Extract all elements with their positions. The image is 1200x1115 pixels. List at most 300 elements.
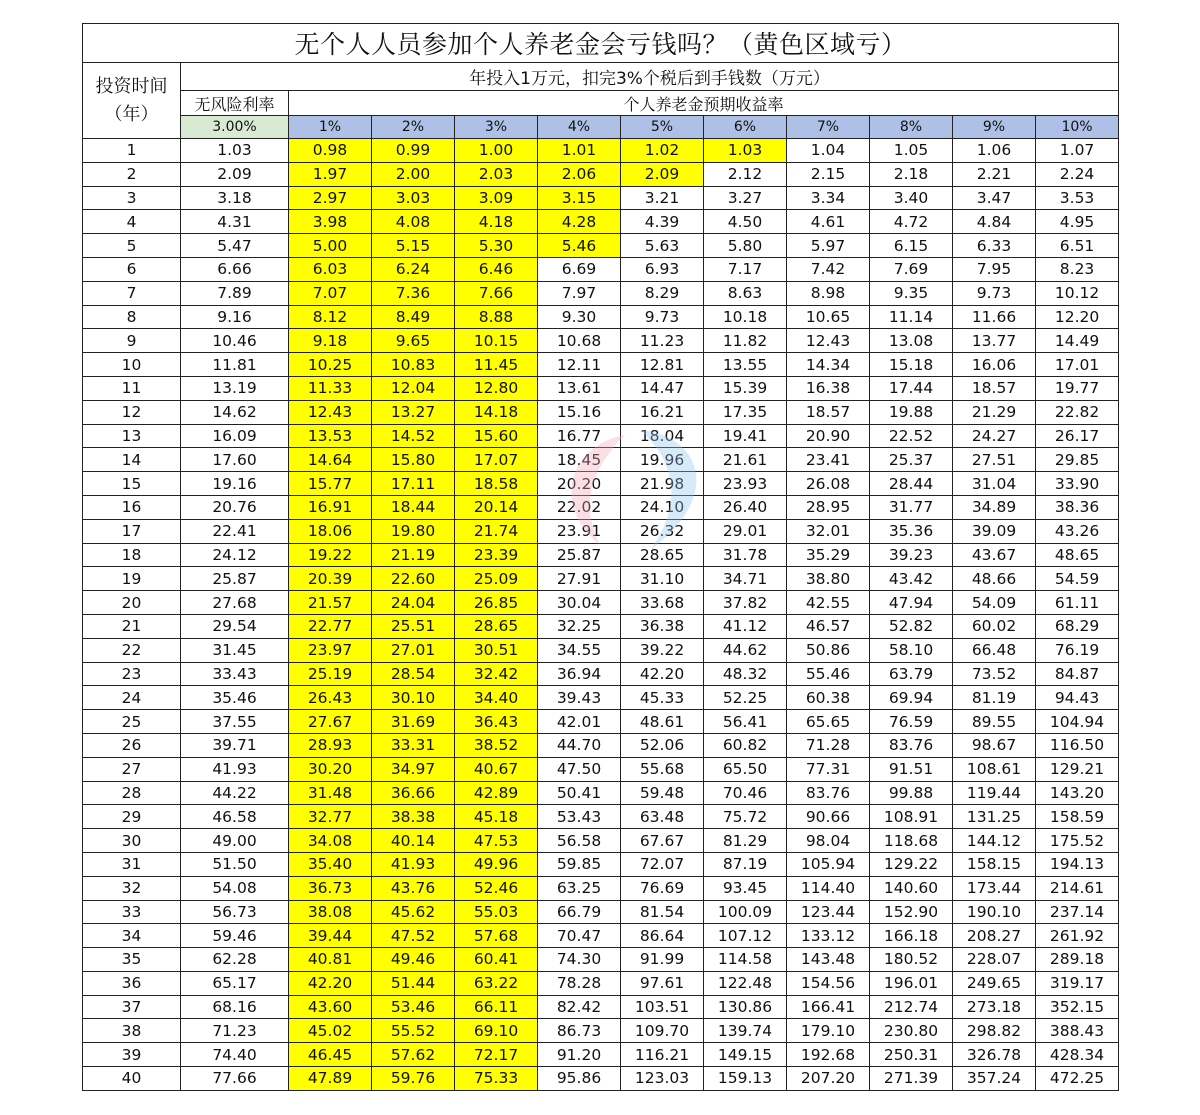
value-cell: 83.76 xyxy=(787,781,870,805)
risk-free-cell: 13.19 xyxy=(181,376,289,400)
loss-value-cell: 22.60 xyxy=(372,567,455,591)
value-cell: 72.07 xyxy=(621,852,704,876)
value-cell: 55.68 xyxy=(621,757,704,781)
value-cell: 66.48 xyxy=(953,638,1036,662)
value-cell: 68.29 xyxy=(1036,614,1119,638)
risk-free-cell: 2.09 xyxy=(181,162,289,186)
value-cell: 109.70 xyxy=(621,1019,704,1043)
loss-value-cell: 2.06 xyxy=(538,162,621,186)
value-cell: 28.44 xyxy=(870,472,953,496)
table-row xyxy=(83,353,1119,377)
value-cell: 23.93 xyxy=(704,472,787,496)
value-cell: 3.40 xyxy=(870,186,953,210)
value-cell: 119.44 xyxy=(953,781,1036,805)
rate-header-4: 4% xyxy=(538,116,621,139)
loss-value-cell: 31.69 xyxy=(372,710,455,734)
loss-value-cell: 2.00 xyxy=(372,162,455,186)
value-cell: 15.16 xyxy=(538,400,621,424)
table-row xyxy=(83,900,1119,924)
year-cell: 27 xyxy=(83,757,181,781)
value-cell: 50.41 xyxy=(538,781,621,805)
value-cell: 16.06 xyxy=(953,353,1036,377)
loss-value-cell: 6.46 xyxy=(455,257,538,281)
value-cell: 99.88 xyxy=(870,781,953,805)
value-cell: 65.50 xyxy=(704,757,787,781)
value-cell: 6.93 xyxy=(621,257,704,281)
risk-free-cell: 3.18 xyxy=(181,186,289,210)
value-cell: 60.38 xyxy=(787,686,870,710)
value-cell: 52.82 xyxy=(870,614,953,638)
risk-free-rate-label: 无风险利率 xyxy=(181,91,289,116)
table-row xyxy=(83,614,1119,638)
year-cell: 16 xyxy=(83,495,181,519)
risk-free-rate-value: 3.00% xyxy=(181,116,289,139)
year-cell: 12 xyxy=(83,400,181,424)
value-cell: 43.42 xyxy=(870,567,953,591)
value-cell: 196.01 xyxy=(870,971,953,995)
value-cell: 39.22 xyxy=(621,638,704,662)
risk-free-cell: 49.00 xyxy=(181,829,289,853)
value-cell: 42.55 xyxy=(787,591,870,615)
loss-value-cell: 47.89 xyxy=(289,1067,372,1091)
value-cell: 63.79 xyxy=(870,662,953,686)
value-cell: 34.89 xyxy=(953,495,1036,519)
value-cell: 38.36 xyxy=(1036,495,1119,519)
value-cell: 10.12 xyxy=(1036,281,1119,305)
value-cell: 93.45 xyxy=(704,876,787,900)
value-cell: 190.10 xyxy=(953,900,1036,924)
value-cell: 73.52 xyxy=(953,662,1036,686)
value-cell: 17.35 xyxy=(704,400,787,424)
value-cell: 6.69 xyxy=(538,257,621,281)
value-cell: 12.20 xyxy=(1036,305,1119,329)
value-cell: 71.28 xyxy=(787,733,870,757)
value-cell: 1.04 xyxy=(787,139,870,163)
loss-value-cell: 41.93 xyxy=(372,852,455,876)
loss-value-cell: 3.98 xyxy=(289,210,372,234)
year-cell: 36 xyxy=(83,971,181,995)
loss-value-cell: 1.03 xyxy=(704,139,787,163)
value-cell: 22.52 xyxy=(870,424,953,448)
value-cell: 2.21 xyxy=(953,162,1036,186)
value-cell: 24.27 xyxy=(953,424,1036,448)
loss-value-cell: 27.67 xyxy=(289,710,372,734)
value-cell: 273.18 xyxy=(953,995,1036,1019)
value-cell: 123.03 xyxy=(621,1067,704,1091)
value-cell: 149.15 xyxy=(704,1043,787,1067)
risk-free-cell: 6.66 xyxy=(181,257,289,281)
loss-value-cell: 1.00 xyxy=(455,139,538,163)
loss-value-cell: 35.40 xyxy=(289,852,372,876)
rate-header-8: 8% xyxy=(870,116,953,139)
value-cell: 131.25 xyxy=(953,805,1036,829)
loss-value-cell: 47.53 xyxy=(455,829,538,853)
value-cell: 76.59 xyxy=(870,710,953,734)
value-cell: 104.94 xyxy=(1036,710,1119,734)
risk-free-cell: 11.81 xyxy=(181,353,289,377)
year-cell: 24 xyxy=(83,686,181,710)
loss-value-cell: 12.04 xyxy=(372,376,455,400)
loss-value-cell: 14.18 xyxy=(455,400,538,424)
year-cell: 39 xyxy=(83,1043,181,1067)
value-cell: 8.63 xyxy=(704,281,787,305)
loss-value-cell: 25.51 xyxy=(372,614,455,638)
table-row xyxy=(83,186,1119,210)
rate-header-1: 1% xyxy=(289,116,372,139)
value-cell: 65.65 xyxy=(787,710,870,734)
value-cell: 228.07 xyxy=(953,948,1036,972)
value-cell: 74.30 xyxy=(538,948,621,972)
loss-value-cell: 52.46 xyxy=(455,876,538,900)
value-cell: 2.12 xyxy=(704,162,787,186)
value-cell: 34.55 xyxy=(538,638,621,662)
table-body xyxy=(83,139,1119,1091)
value-cell: 16.21 xyxy=(621,400,704,424)
value-cell: 152.90 xyxy=(870,900,953,924)
loss-value-cell: 17.07 xyxy=(455,448,538,472)
value-cell: 180.52 xyxy=(870,948,953,972)
loss-value-cell: 19.22 xyxy=(289,543,372,567)
loss-value-cell: 36.66 xyxy=(372,781,455,805)
value-cell: 81.19 xyxy=(953,686,1036,710)
value-cell: 10.65 xyxy=(787,305,870,329)
loss-value-cell: 18.58 xyxy=(455,472,538,496)
value-cell: 29.85 xyxy=(1036,448,1119,472)
value-cell: 19.77 xyxy=(1036,376,1119,400)
value-cell: 84.87 xyxy=(1036,662,1119,686)
year-cell: 18 xyxy=(83,543,181,567)
risk-free-cell: 22.41 xyxy=(181,519,289,543)
value-cell: 250.31 xyxy=(870,1043,953,1067)
year-cell: 38 xyxy=(83,1019,181,1043)
value-cell: 107.12 xyxy=(704,924,787,948)
loss-value-cell: 75.33 xyxy=(455,1067,538,1091)
loss-value-cell: 0.98 xyxy=(289,139,372,163)
loss-value-cell: 31.48 xyxy=(289,781,372,805)
value-cell: 22.02 xyxy=(538,495,621,519)
loss-value-cell: 40.14 xyxy=(372,829,455,853)
loss-value-cell: 10.83 xyxy=(372,353,455,377)
value-cell: 36.94 xyxy=(538,662,621,686)
loss-value-cell: 13.53 xyxy=(289,424,372,448)
loss-value-cell: 38.52 xyxy=(455,733,538,757)
value-cell: 7.17 xyxy=(704,257,787,281)
value-cell: 61.11 xyxy=(1036,591,1119,615)
rate-header-6: 6% xyxy=(704,116,787,139)
value-cell: 26.32 xyxy=(621,519,704,543)
value-cell: 6.15 xyxy=(870,234,953,258)
value-cell: 12.11 xyxy=(538,353,621,377)
loss-value-cell: 51.44 xyxy=(372,971,455,995)
loss-value-cell: 22.77 xyxy=(289,614,372,638)
loss-value-cell: 17.11 xyxy=(372,472,455,496)
value-cell: 158.15 xyxy=(953,852,1036,876)
table-row xyxy=(83,567,1119,591)
table-row xyxy=(83,1043,1119,1067)
loss-value-cell: 7.66 xyxy=(455,281,538,305)
loss-value-cell: 43.60 xyxy=(289,995,372,1019)
value-cell: 52.06 xyxy=(621,733,704,757)
year-cell: 20 xyxy=(83,591,181,615)
value-cell: 13.55 xyxy=(704,353,787,377)
loss-value-cell: 2.09 xyxy=(621,162,704,186)
loss-value-cell: 46.45 xyxy=(289,1043,372,1067)
value-cell: 25.37 xyxy=(870,448,953,472)
table-row xyxy=(83,376,1119,400)
table-row xyxy=(83,1019,1119,1043)
value-cell: 3.21 xyxy=(621,186,704,210)
year-cell: 32 xyxy=(83,876,181,900)
value-cell: 116.21 xyxy=(621,1043,704,1067)
value-cell: 23.91 xyxy=(538,519,621,543)
value-cell: 14.47 xyxy=(621,376,704,400)
year-cell: 29 xyxy=(83,805,181,829)
value-cell: 15.18 xyxy=(870,353,953,377)
value-cell: 35.36 xyxy=(870,519,953,543)
value-cell: 26.40 xyxy=(704,495,787,519)
loss-value-cell: 42.20 xyxy=(289,971,372,995)
loss-value-cell: 16.91 xyxy=(289,495,372,519)
value-cell: 21.98 xyxy=(621,472,704,496)
loss-value-cell: 1.01 xyxy=(538,139,621,163)
value-cell: 52.25 xyxy=(704,686,787,710)
value-cell: 32.01 xyxy=(787,519,870,543)
value-cell: 428.34 xyxy=(1036,1043,1119,1067)
value-cell: 3.47 xyxy=(953,186,1036,210)
loss-value-cell: 12.80 xyxy=(455,376,538,400)
value-cell: 69.94 xyxy=(870,686,953,710)
rate-header-3: 3% xyxy=(455,116,538,139)
loss-value-cell: 8.12 xyxy=(289,305,372,329)
value-cell: 15.39 xyxy=(704,376,787,400)
loss-value-cell: 72.17 xyxy=(455,1043,538,1067)
value-cell: 48.65 xyxy=(1036,543,1119,567)
value-cell: 36.38 xyxy=(621,614,704,638)
table-row xyxy=(83,424,1119,448)
value-cell: 21.61 xyxy=(704,448,787,472)
value-cell: 24.10 xyxy=(621,495,704,519)
table-row xyxy=(83,781,1119,805)
loss-value-cell: 14.52 xyxy=(372,424,455,448)
value-cell: 1.06 xyxy=(953,139,1036,163)
value-cell: 12.81 xyxy=(621,353,704,377)
value-cell: 67.67 xyxy=(621,829,704,853)
value-cell: 77.31 xyxy=(787,757,870,781)
value-cell: 76.69 xyxy=(621,876,704,900)
value-cell: 154.56 xyxy=(787,971,870,995)
value-cell: 26.08 xyxy=(787,472,870,496)
table-row xyxy=(83,591,1119,615)
loss-value-cell: 32.77 xyxy=(289,805,372,829)
loss-value-cell: 5.15 xyxy=(372,234,455,258)
table-row xyxy=(83,305,1119,329)
loss-value-cell: 5.46 xyxy=(538,234,621,258)
loss-value-cell: 3.15 xyxy=(538,186,621,210)
loss-value-cell: 55.52 xyxy=(372,1019,455,1043)
loss-value-cell: 10.25 xyxy=(289,353,372,377)
value-cell: 18.57 xyxy=(787,400,870,424)
table-row xyxy=(83,924,1119,948)
risk-free-cell: 46.58 xyxy=(181,805,289,829)
value-cell: 59.48 xyxy=(621,781,704,805)
risk-free-cell: 62.28 xyxy=(181,948,289,972)
value-cell: 35.29 xyxy=(787,543,870,567)
loss-value-cell: 49.96 xyxy=(455,852,538,876)
value-cell: 44.62 xyxy=(704,638,787,662)
rate-header-row xyxy=(83,116,1119,139)
loss-value-cell: 23.97 xyxy=(289,638,372,662)
value-cell: 3.27 xyxy=(704,186,787,210)
pension-return-table xyxy=(82,23,1119,1091)
value-cell: 129.22 xyxy=(870,852,953,876)
risk-free-cell: 29.54 xyxy=(181,614,289,638)
risk-free-cell: 39.71 xyxy=(181,733,289,757)
value-cell: 91.20 xyxy=(538,1043,621,1067)
value-cell: 33.68 xyxy=(621,591,704,615)
year-cell: 1 xyxy=(83,139,181,163)
value-cell: 326.78 xyxy=(953,1043,1036,1067)
year-cell: 13 xyxy=(83,424,181,448)
loss-value-cell: 21.57 xyxy=(289,591,372,615)
risk-free-cell: 5.47 xyxy=(181,234,289,258)
risk-free-cell: 74.40 xyxy=(181,1043,289,1067)
loss-value-cell: 11.33 xyxy=(289,376,372,400)
table-row xyxy=(83,234,1119,258)
value-cell: 17.44 xyxy=(870,376,953,400)
table-row xyxy=(83,710,1119,734)
value-cell: 1.05 xyxy=(870,139,953,163)
value-cell: 31.78 xyxy=(704,543,787,567)
loss-value-cell: 15.77 xyxy=(289,472,372,496)
value-cell: 48.32 xyxy=(704,662,787,686)
loss-value-cell: 19.80 xyxy=(372,519,455,543)
value-cell: 114.40 xyxy=(787,876,870,900)
value-cell: 8.98 xyxy=(787,281,870,305)
loss-value-cell: 5.00 xyxy=(289,234,372,258)
value-cell: 3.53 xyxy=(1036,186,1119,210)
value-cell: 38.80 xyxy=(787,567,870,591)
loss-value-cell: 69.10 xyxy=(455,1019,538,1043)
value-cell: 97.61 xyxy=(621,971,704,995)
table-row xyxy=(83,543,1119,567)
value-cell: 159.13 xyxy=(704,1067,787,1091)
value-cell: 9.73 xyxy=(621,305,704,329)
value-cell: 81.29 xyxy=(704,829,787,853)
risk-free-cell: 33.43 xyxy=(181,662,289,686)
value-cell: 58.10 xyxy=(870,638,953,662)
value-cell: 31.04 xyxy=(953,472,1036,496)
value-cell: 78.28 xyxy=(538,971,621,995)
value-cell: 42.01 xyxy=(538,710,621,734)
value-cell: 129.21 xyxy=(1036,757,1119,781)
value-cell: 21.29 xyxy=(953,400,1036,424)
value-cell: 100.09 xyxy=(704,900,787,924)
value-cell: 6.51 xyxy=(1036,234,1119,258)
loss-value-cell: 11.45 xyxy=(455,353,538,377)
value-cell: 11.14 xyxy=(870,305,953,329)
table-row xyxy=(83,852,1119,876)
table-row xyxy=(83,995,1119,1019)
loss-value-cell: 26.43 xyxy=(289,686,372,710)
year-cell: 4 xyxy=(83,210,181,234)
loss-value-cell: 6.03 xyxy=(289,257,372,281)
risk-free-cell: 19.16 xyxy=(181,472,289,496)
value-cell: 59.85 xyxy=(538,852,621,876)
value-cell: 4.72 xyxy=(870,210,953,234)
value-cell: 7.69 xyxy=(870,257,953,281)
value-cell: 91.99 xyxy=(621,948,704,972)
value-cell: 108.91 xyxy=(870,805,953,829)
loss-value-cell: 57.62 xyxy=(372,1043,455,1067)
value-cell: 13.08 xyxy=(870,329,953,353)
risk-free-cell: 59.46 xyxy=(181,924,289,948)
value-cell: 194.13 xyxy=(1036,852,1119,876)
risk-free-cell: 44.22 xyxy=(181,781,289,805)
year-cell: 33 xyxy=(83,900,181,924)
loss-value-cell: 8.49 xyxy=(372,305,455,329)
loss-value-cell: 59.76 xyxy=(372,1067,455,1091)
year-cell: 35 xyxy=(83,948,181,972)
loss-value-cell: 38.08 xyxy=(289,900,372,924)
value-cell: 55.46 xyxy=(787,662,870,686)
value-cell: 8.29 xyxy=(621,281,704,305)
value-cell: 26.17 xyxy=(1036,424,1119,448)
value-cell: 9.35 xyxy=(870,281,953,305)
value-cell: 108.61 xyxy=(953,757,1036,781)
value-cell: 27.91 xyxy=(538,567,621,591)
value-cell: 9.30 xyxy=(538,305,621,329)
value-cell: 39.23 xyxy=(870,543,953,567)
value-cell: 10.18 xyxy=(704,305,787,329)
loss-value-cell: 40.67 xyxy=(455,757,538,781)
value-cell: 91.51 xyxy=(870,757,953,781)
value-cell: 16.77 xyxy=(538,424,621,448)
loss-value-cell: 49.46 xyxy=(372,948,455,972)
year-cell: 34 xyxy=(83,924,181,948)
value-cell: 319.17 xyxy=(1036,971,1119,995)
risk-free-cell: 17.60 xyxy=(181,448,289,472)
value-cell: 11.82 xyxy=(704,329,787,353)
value-cell: 2.18 xyxy=(870,162,953,186)
loss-value-cell: 1.97 xyxy=(289,162,372,186)
rate-header-7: 7% xyxy=(787,116,870,139)
table-row xyxy=(83,948,1119,972)
risk-free-cell: 25.87 xyxy=(181,567,289,591)
value-cell: 105.94 xyxy=(787,852,870,876)
value-cell: 56.58 xyxy=(538,829,621,853)
value-cell: 4.39 xyxy=(621,210,704,234)
loss-value-cell: 34.40 xyxy=(455,686,538,710)
value-cell: 19.88 xyxy=(870,400,953,424)
loss-value-cell: 3.09 xyxy=(455,186,538,210)
loss-value-cell: 9.65 xyxy=(372,329,455,353)
risk-free-cell: 24.12 xyxy=(181,543,289,567)
value-cell: 289.18 xyxy=(1036,948,1119,972)
loss-value-cell: 26.85 xyxy=(455,591,538,615)
year-cell: 10 xyxy=(83,353,181,377)
loss-value-cell: 55.03 xyxy=(455,900,538,924)
loss-value-cell: 28.65 xyxy=(455,614,538,638)
value-cell: 139.74 xyxy=(704,1019,787,1043)
value-cell: 39.43 xyxy=(538,686,621,710)
value-cell: 14.34 xyxy=(787,353,870,377)
loss-value-cell: 28.93 xyxy=(289,733,372,757)
value-cell: 44.70 xyxy=(538,733,621,757)
year-cell: 31 xyxy=(83,852,181,876)
net-amount-subtitle: 年投入1万元，扣完3%个税后到手钱数（万元） xyxy=(181,63,1119,91)
loss-value-cell: 57.68 xyxy=(455,924,538,948)
loss-value-cell: 7.36 xyxy=(372,281,455,305)
